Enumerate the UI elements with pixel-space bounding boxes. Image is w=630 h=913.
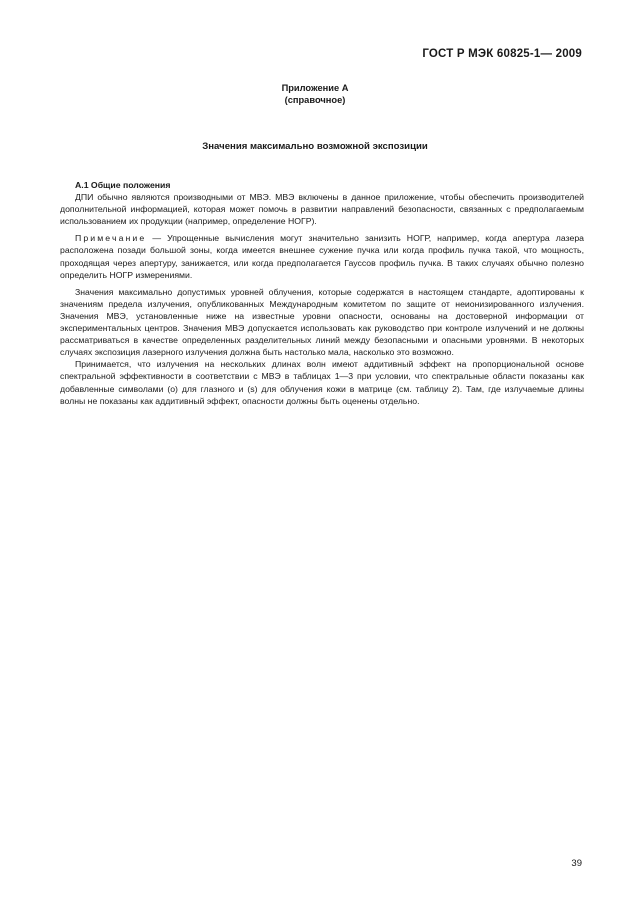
page-title: Значения максимально возможной экспозиции xyxy=(202,141,428,152)
section-heading-text: А.1 Общие положения xyxy=(75,180,171,190)
document-body xyxy=(60,179,584,407)
page-number: 39 xyxy=(571,858,582,869)
paragraph-2: Значения максимально допустимых уровней облучения, которые содержатся в настоящем стандарте, адоптированы к значениям предела излучения, опубликованных Международным комитетом по защите от неионизированного излучения. Значения МВЭ, установленные ниже на известные уровни опасности, основаны на достоверной информации от экспериментальных центров. Значения МВЭ допускается использовать как руководство при контроле излучений и не должны рассматриваться в качестве определенных разделительных линий между безопасными и опасными уровнями. В некоторых случаях экспозиция лазерного излучения должна быть настолько мала, насколько это возможно. xyxy=(60,286,584,358)
document-code: ГОСТ Р МЭК 60825-1— 2009 xyxy=(422,48,582,60)
section-heading xyxy=(60,179,584,191)
note-text: — Упрощенные вычисления могут значительно занизить НОГР, например, когда апертура лазера расположена позади большой зоны, когда имеется внешнее сужение пучка или когда профиль пучка такой, что мощность, проходящая через апертуру, занижается, или когда предполагается Гауссов профиль пучка. В таких случаях обычно полезно определить НОГР измерениями. xyxy=(60,233,584,280)
paragraph-1: ДПИ обычно являются производными от МВЭ. МВЭ включены в данное приложение, чтобы обеспечить производителей дополнительной информацией, которая может помочь в развитии направлений безопасности, связанных с предполагаемым использованием их продукции (например, определение НОГР). xyxy=(60,192,584,227)
appendix-label: Приложение А xyxy=(281,83,349,93)
note-label: Примечание xyxy=(75,233,147,244)
appendix-note: (справочное) xyxy=(284,95,346,105)
paragraph-3: Принимается, что излучения на нескольких длинах волн имеют аддитивный эффект на пропорциональной основе спектральной эффективности в соответствии с МВЭ в таблицах 1—3 при условии, что спектральные области показаны как добавленные символами (о) для глазного и (s) для облучения кожи в матрице (см. таблицу 2). Там, где излучаемые длины волны не показаны как аддитивный эффект, опасности должны быть оценены отдельно. xyxy=(60,359,584,406)
appendix-heading xyxy=(0,82,630,106)
note-paragraph xyxy=(60,232,584,280)
